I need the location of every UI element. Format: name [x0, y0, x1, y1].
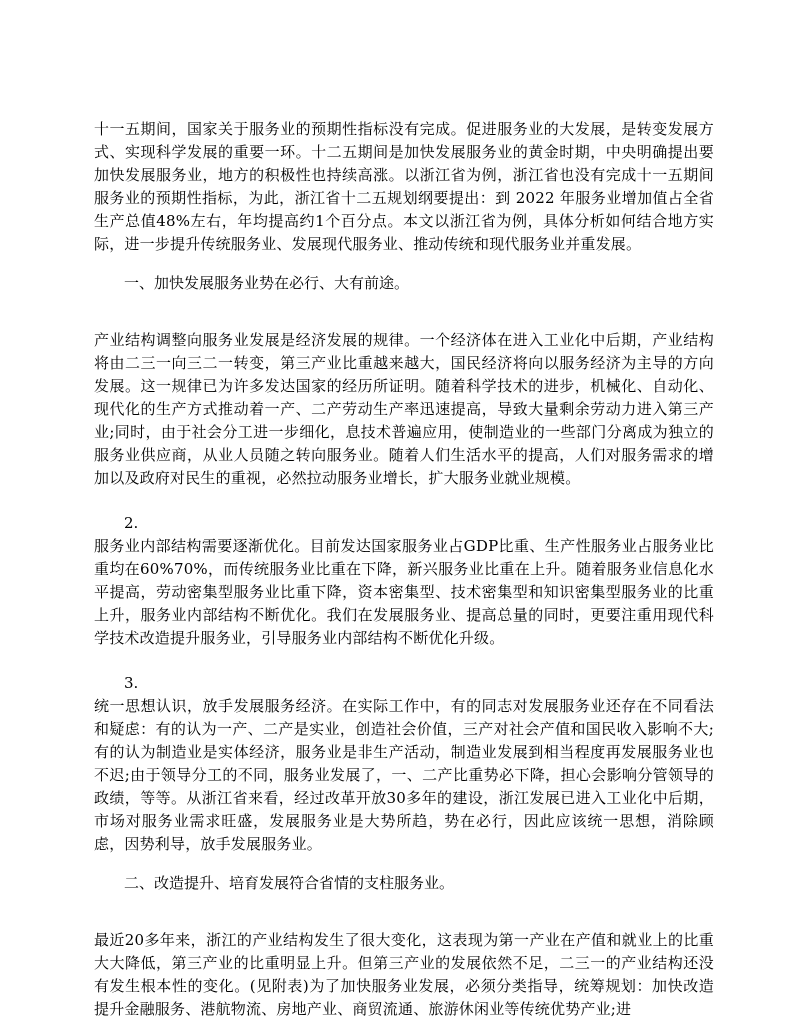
- intro-paragraph: 十一五期间，国家关于服务业的预期性指标没有完成。促进服务业的大发展，是转变发展方式、实现科学发展的重要一环。十二五期间是加快发展服务业的黄金时期，中央明确提出要加快发展服务业，地方的积极性也持续高涨。以浙江省为例，浙江省也没有完成十一五期间服务业的预期性指标，为此，浙江省十二五规划纲要提出：到 2022 年服务业增加值占全省生产总值48%左右，年均提高约1个百分点。本文以浙江省为例，具体分析如何结合地方实际，进一步提升传统服务业、发展现代服务业、推动传统和现代服务业并重发展。: [94, 120, 714, 253]
- paragraph-2: 服务业内部结构需要逐渐优化。目前发达国家服务业占GDP比重、生产性服务业占服务业比重均在60%70%，而传统服务业比重在下降，新兴服务业比重在上升。随着服务业信息化水平提高，劳动密集型服务业比重下降，资本密集型、技术密集型和知识密集型服务业的比重上升，服务业内部结构不断优化。我们在发展服务业、提高总量的同时，更要注重用现代科学技术改造提升服务业，引导服务业内部结构不断优化升级。: [94, 537, 714, 647]
- item-number-3: 3.: [124, 674, 139, 692]
- item-number-2: 2.: [124, 514, 139, 532]
- paragraph-3: 统一思想认识，放手发展服务经济。在实际工作中，有的同志对发展服务业还存在不同看法和疑虑：有的认为一产、二产是实业，创造社会价值，三产对社会产值和国民收入影响不大;有的认为制造业是实体经济，服务业是非生产活动，制造业发展到相当程度再发展服务业也不迟;由于领导分工的不同，服务业发展了，一、二产比重势必下降，担心会影响分管领导的政绩，等等。从浙江省来看，经过改革开放30多年的建设，浙江发展已进入工业化中后期，市场对服务业需求旺盛，发展服务业是大势所趋，势在必行，因此应该统一思想，消除顾虑，因势利导，放手发展服务业。: [94, 697, 714, 853]
- section-heading-1: 一、加快发展服务业势在必行、大有前途。: [124, 274, 410, 292]
- paragraph-1: 产业结构调整向服务业发展是经济发展的规律。一个经济体在进入工业化中后期，产业结构将由二三一向三二一转变，第三产业比重越来越大，国民经济将向以服务经济为主导的方向发展。这一规律已为许多发达国家的经历所证明。随着科学技术的进步，机械化、自动化、现代化的生产方式推动着一产、二产劳动生产率迅速提高，导致大量剩余劳动力进入第三产业;同时，由于社会分工进一步细化，息技术普遍应用，使制造业的一些部门分离成为独立的服务业供应商，从业人员随之转向服务业。随着人们生活水平的提高，人们对服务需求的增加以及政府对民生的重视，必然拉动服务业增长，扩大服务业就业规模。: [94, 331, 714, 487]
- section-heading-2: 二、改造提升、培育发展符合省情的支柱服务业。: [124, 874, 455, 892]
- paragraph-4: 最近20多年来，浙江的产业结构发生了很大变化，这表现为第一产业在产值和就业上的比重大大降低，第三产业的比重明显上升。但第三产业的发展依然不足，二三一的产业结构还没有发生根本性的变化。(见附表)为了加快服务业发展，必须分类指导，统筹规划：加快改造提升金融服务、港航物流、房地产业、商贸流通、旅游休闲业等传统优势产业;进: [94, 931, 714, 1018]
- document-page: [94, 118, 714, 1021]
